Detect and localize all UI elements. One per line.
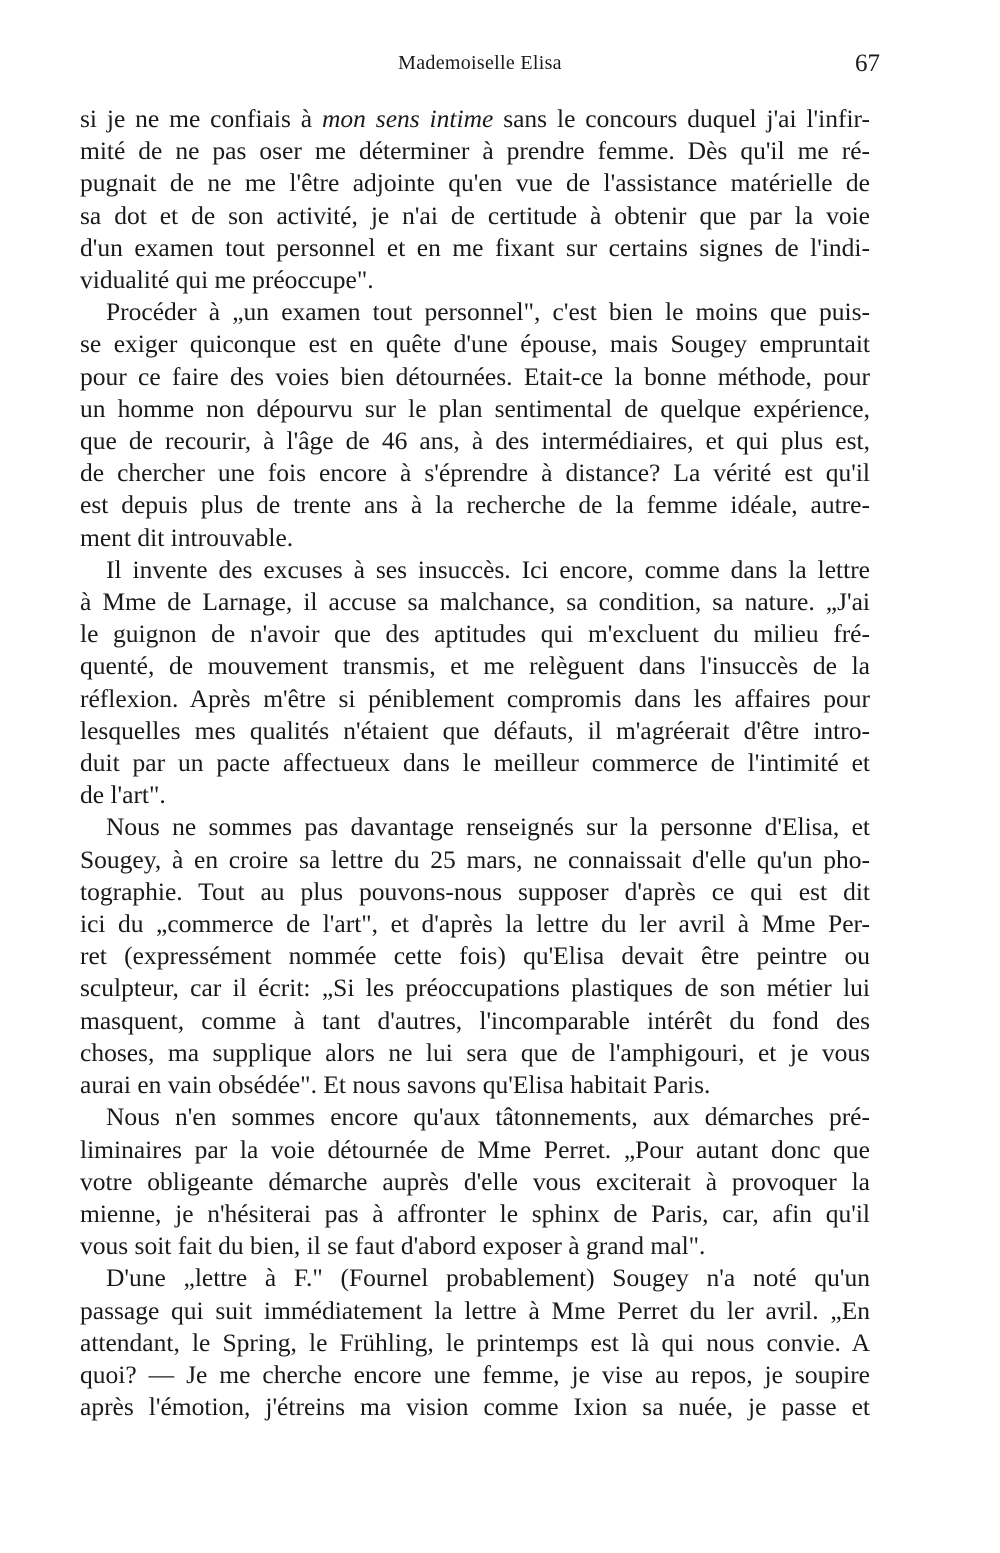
paragraph (80, 1101, 870, 1262)
text-line: Sougey, à en croire sa lettre du 25 mars, ne connaissait d'elle qu'un pho- (80, 844, 870, 874)
text-line: de chercher une fois encore à s'éprendre à distance? La vérité est qu'il (80, 458, 870, 488)
text-line: quoi? — Je me cherche encore une femme, je vise au repos, je soupire (80, 1359, 870, 1389)
text-line: pugnait de ne me l'être adjointe qu'en vue de l'assistance matérielle de (80, 168, 870, 198)
text-line: liminaires par la voie détournée de Mme Perret. „Pour autant donc que (80, 1134, 870, 1164)
text-line: sculpteur, car il écrit: „Si les préoccupations plastiques de son métier lui (80, 973, 870, 1003)
text-line: mité de ne pas oser me déterminer à prendre femme. Dès qu'il me ré- (80, 136, 870, 166)
text-line: un homme non dépourvu sur le plan sentimental de quelque expérience, (80, 393, 870, 423)
text-line: Nous n'en sommes encore qu'aux tâtonnements, aux démarches pré- (106, 1102, 870, 1132)
text-line: masquent, comme à tant d'autres, l'incomparable intérêt du fond des (80, 1005, 870, 1035)
paragraph (80, 811, 870, 1101)
text-line: réflexion. Après m'être si péniblement compromis dans les affaires pour (80, 683, 870, 713)
italic-phrase: mon sens intime (321, 104, 494, 133)
text-line: tographie. Tout au plus pouvons-nous supposer d'après ce qui est dit (80, 876, 870, 906)
running-head (80, 50, 880, 82)
running-title: Mademoiselle Elisa (398, 52, 562, 74)
text-line: de l'art". (80, 780, 166, 810)
text-line: aurai en vain obsédée". Et nous savons qu'Elisa habitait Paris. (80, 1070, 711, 1100)
text-line: ici du „commerce de l'art", et d'après la lettre du ler avril à Mme Per- (80, 909, 870, 939)
text-line: quenté, de mouvement transmis, et me relèguent dans l'insuccès de la (80, 651, 870, 681)
text-line: pour ce faire des voies bien détournées. Etait-ce la bonne méthode, pour (80, 361, 870, 391)
body-text (80, 103, 870, 1423)
text-line: Procéder à „un examen tout personnel", c'est bien le moins que puis- (106, 297, 870, 327)
text-line: est depuis plus de trente ans à la recherche de la femme idéale, autre- (80, 490, 870, 520)
text-line: d'un examen tout personnel et en me fixant sur certains signes de l'indi- (80, 232, 870, 262)
text-line: passage qui suit immédiatement la lettre à Mme Perret du ler avril. „En (80, 1295, 870, 1325)
text-line: lesquelles mes qualités n'étaient que défauts, il m'agréerait d'être intro- (80, 715, 870, 745)
text-line: attendant, le Spring, le Frühling, le printemps est là qui nous convie. A (80, 1327, 870, 1357)
text-line: votre obligeante démarche auprès d'elle vous exciterait à provoquer la (80, 1166, 870, 1196)
text-line: ret (expressément nommée cette fois) qu'Elisa devait être peintre ou (80, 941, 870, 971)
text-line: D'une „lettre à F." (Fournel probablement) Sougey n'a noté qu'un (106, 1263, 870, 1293)
text-line: vidualité qui me préoccupe". (80, 265, 374, 295)
text-line: Il invente des excuses à ses insuccès. Ici encore, comme dans la lettre (106, 554, 870, 584)
text-line: ment dit introuvable. (80, 522, 294, 552)
text-line: se exiger quiconque est en quête d'une épouse, mais Sougey empruntait (80, 329, 870, 359)
page-number: 67 (855, 50, 880, 77)
text-line: après l'émotion, j'étreins ma vision comme Ixion sa nuée, je passe et (80, 1392, 870, 1422)
text-line: duit par un pacte affectueux dans le meilleur commerce de l'intimité et (80, 748, 870, 778)
text-line: Nous ne sommes pas davantage renseignés sur la personne d'Elisa, et (106, 812, 870, 842)
paragraph (80, 296, 870, 554)
text-line: si je ne me confiais à mon sens intime sans le concours duquel j'ai l'infir- (80, 104, 871, 133)
text-line: choses, ma supplique alors ne lui sera que de l'amphigouri, et je vous (80, 1037, 870, 1067)
text-line: à Mme de Larnage, il accuse sa malchance, sa condition, sa nature. „J'ai (80, 587, 870, 617)
paragraph (80, 554, 870, 812)
text-line: mienne, je n'hésiterai pas à affronter le sphinx de Paris, car, afin qu'il (80, 1198, 870, 1228)
text-line: sa dot et de son activité, je n'ai de certitude à obtenir que par la voie (80, 200, 870, 230)
paragraph (80, 1262, 870, 1423)
paragraph (80, 103, 870, 296)
text-line: le guignon de n'avoir que des aptitudes qui m'excluent du milieu fré- (80, 619, 870, 649)
text-line: vous soit fait du bien, il se faut d'abord exposer à grand mal". (80, 1231, 706, 1261)
text-line: que de recourir, à l'âge de 46 ans, à des intermédiaires, et qui plus est, (80, 426, 870, 456)
